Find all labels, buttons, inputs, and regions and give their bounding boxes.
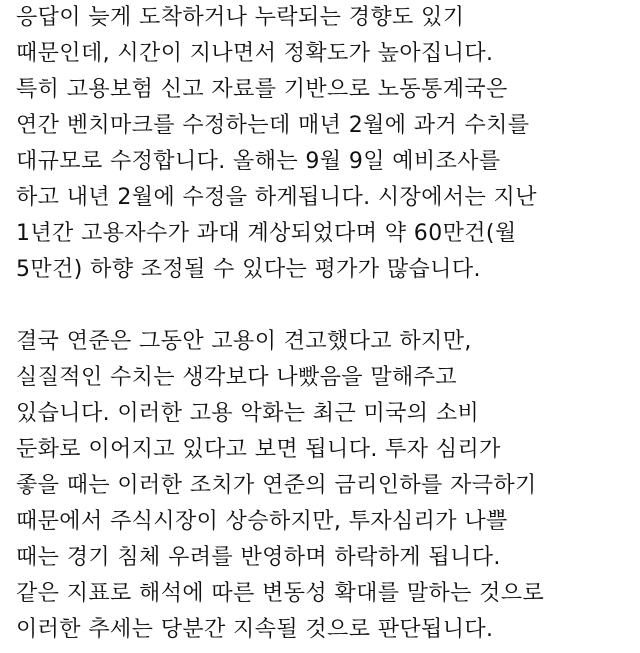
text-line: 결국 연준은 그동안 고용이 견고했다고 하지만, [16,329,472,354]
text-line: 1년간 고용자수가 과대 계상되었다며 약 60만건(월 [16,221,517,246]
text-line: 때문에서 주식시장이 상승하지만, 투자심리가 나쁠 [16,509,508,534]
text-line: 있습니다. 이러한 고용 악화는 최근 미국의 소비 [16,401,480,426]
paragraph-fed-conclusion [16,324,634,648]
text-line: 응답이 늦게 도착하거나 누락되는 경향도 있기 [16,5,465,30]
text-line: 둔화로 이어지고 있다고 보면 됩니다. 투자 심리가 [16,437,501,462]
text-line: 5만건) 하향 조정될 수 있다는 평가가 많습니다. [16,257,481,282]
text-line: 같은 지표로 해석에 따른 변동성 확대를 말하는 것으로 [16,581,545,606]
text-line: 하고 내년 2월에 수정을 하게됩니다. 시장에서는 지난 [16,185,537,210]
text-line: 이러한 추세는 당분간 지속될 것으로 판단됩니다. [16,617,494,642]
text-line: 실질적인 수치는 생각보다 나빴음을 말해주고 [16,365,457,390]
text-line: 때는 경기 침체 우려를 반영하며 하락하게 됩니다. [16,545,501,570]
text-line: 대규모로 수정합니다. 올해는 9월 9일 예비조사를 [16,149,501,174]
text-line: 연간 벤치마크를 수정하는데 매년 2월에 과거 수치를 [16,113,530,138]
text-line: 때문인데, 시간이 지나면서 정확도가 높아집니다. [16,41,494,66]
paragraph-employment-revision [16,0,634,288]
text-line: 좋을 때는 이러한 조치가 연준의 금리인하를 자극하기 [16,473,537,498]
text-line: 특히 고용보험 신고 자료를 기반으로 노동통계국은 [16,77,508,102]
